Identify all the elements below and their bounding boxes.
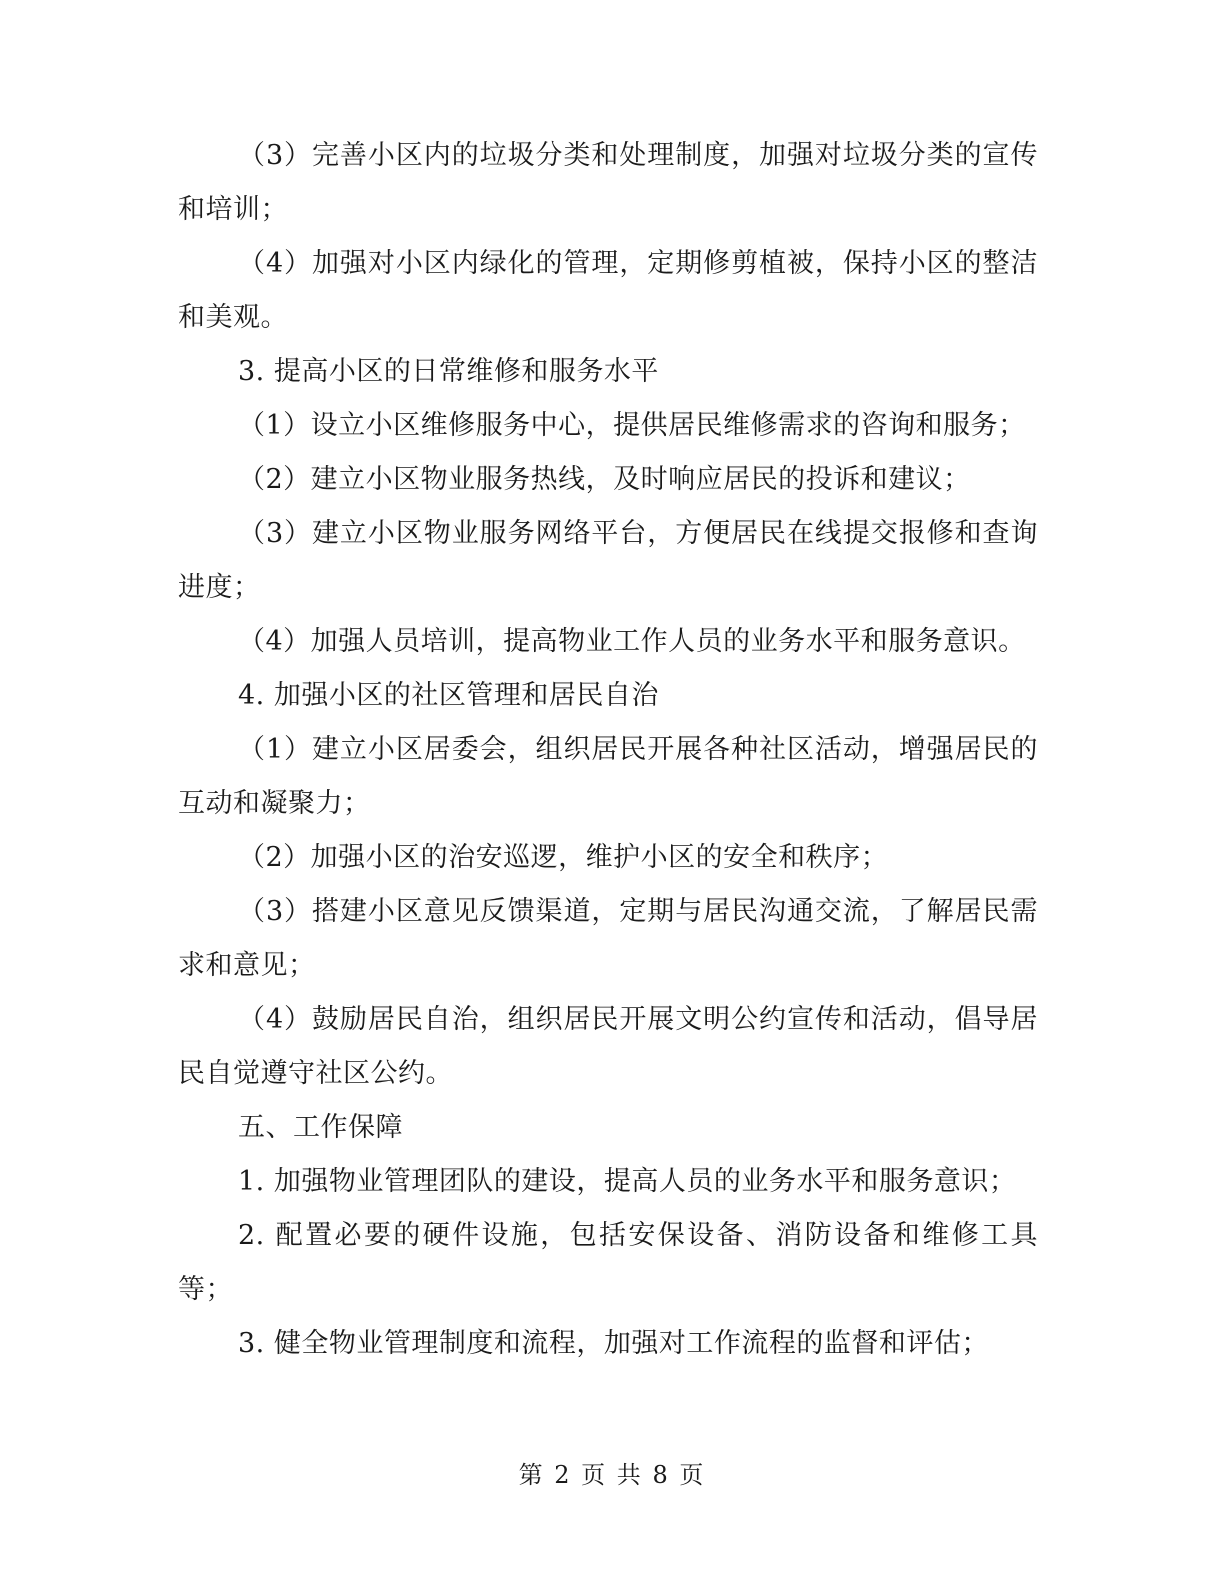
paragraph-team-building: 1. 加强物业管理团队的建设，提高人员的业务水平和服务意识； [238, 1166, 1017, 1197]
paragraph-hardware: 2. 配置必要的硬件设施，包括安保设备、消防设备和维修工具等； [178, 1220, 1038, 1305]
paragraph-security-patrol: （2）加强小区的治安巡逻，维护小区的安全和秩序； [238, 842, 889, 873]
paragraph-procedures: 3. 健全物业管理制度和流程，加强对工作流程的监督和评估； [238, 1328, 989, 1359]
page-footer: 第 2 页 共 8 页 [518, 1461, 706, 1489]
section-heading-maintenance: 3. 提高小区的日常维修和服务水平 [238, 356, 659, 387]
paragraph-greening: （4）加强对小区内绿化的管理，定期修剪植被，保持小区的整洁和美观。 [178, 248, 1038, 333]
section-heading-work-guarantee: 五、工作保障 [238, 1112, 403, 1143]
paragraph-feedback-channel: （3）搭建小区意见反馈渠道，定期与居民沟通交流，了解居民需求和意见； [178, 896, 1038, 981]
paragraph-sorting: （3）完善小区内的垃圾分类和处理制度，加强对垃圾分类的宣传和培训； [178, 140, 1038, 225]
section-heading-community: 4. 加强小区的社区管理和居民自治 [238, 680, 659, 711]
document-body [178, 129, 1038, 1371]
paragraph-staff-training: （4）加强人员培训，提高物业工作人员的业务水平和服务意识。 [238, 626, 1026, 657]
paragraph-self-governance: （4）鼓励居民自治，组织居民开展文明公约宣传和活动，倡导居民自觉遵守社区公约。 [178, 1004, 1038, 1089]
paragraph-residents-committee: （1）建立小区居委会，组织居民开展各种社区活动，增强居民的互动和凝聚力； [178, 734, 1038, 819]
paragraph-service-center: （1）设立小区维修服务中心，提供居民维修需求的咨询和服务； [238, 410, 1026, 441]
paragraph-online-platform: （3）建立小区物业服务网络平台，方便居民在线提交报修和查询进度； [178, 518, 1038, 603]
paragraph-hotline: （2）建立小区物业服务热线，及时响应居民的投诉和建议； [238, 464, 971, 495]
